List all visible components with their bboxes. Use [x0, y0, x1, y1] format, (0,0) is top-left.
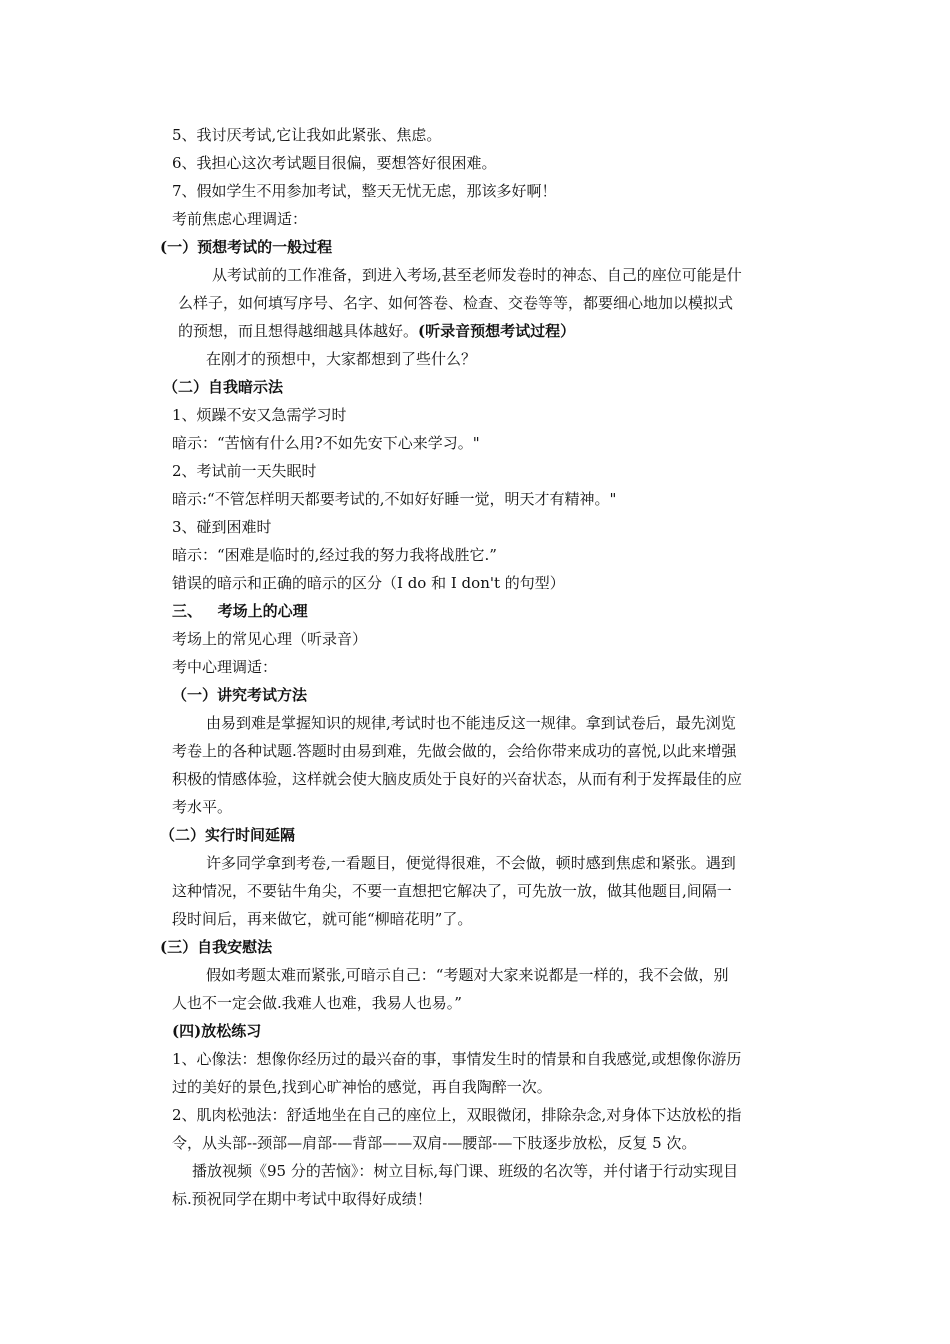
text-line: 7、假如学生不用参加考试，整天无忧无虑，那该多好啊！: [172, 182, 557, 200]
text-line: 2、考试前一天失眠时: [172, 462, 317, 480]
text-line: 播放视频《95 分的苦恼》：树立目标,每门课、班级的名次等，并付诸于行动实现目: [192, 1162, 739, 1180]
text-line: 由易到难是掌握知识的规律,考试时也不能违反这一规律。拿到试卷后，最先浏览: [206, 714, 736, 732]
text-line: 1、心像法：想像你经历过的最兴奋的事，事情发生时的情景和自我感觉,或想像你游历: [172, 1050, 742, 1068]
text-line: 2、肌肉松弛法：舒适地坐在自己的座位上，双眼微闭，排除杂念,对身体下达放松的指: [172, 1106, 742, 1124]
text-line: [178, 321, 575, 341]
text-line: 许多同学拿到考卷,一看题目，便觉得很难，不会做，顿时感到焦虑和紧张。遇到: [206, 854, 736, 872]
section-heading: （一）讲究考试方法: [172, 686, 308, 704]
text-line: 1、烦躁不安又急需学习时: [172, 406, 347, 424]
text-line: 考卷上的各种试题.答题时由易到难，先做会做的，会给你带来成功的喜悦,以此来增强: [172, 742, 737, 760]
text-line: 暗示：“苦恼有什么用?不如先安下心来学习。": [172, 434, 480, 452]
section-heading: （二）自我暗示法: [163, 378, 284, 396]
text-line: 人也不一定会做.我难人也难，我易人也易。”: [172, 994, 462, 1012]
text-line: 考中心理调适：: [172, 658, 278, 676]
section-heading: (一）预想考试的一般过程: [160, 238, 333, 256]
section-heading: (三）自我安慰法: [160, 938, 273, 956]
section-heading: （二）实行时间延隔: [160, 826, 296, 844]
bold-span: (听录音预想考试过程）: [418, 322, 576, 340]
text-line: 么样子，如何填写序号、名字、如何答卷、检查、交卷等等，都要细心地加以模拟式: [178, 294, 734, 312]
text-line: 考场上的常见心理（听录音）: [172, 630, 368, 648]
text-line: 暗示：“困难是临时的,经过我的努力我将战胜它.”: [172, 546, 497, 564]
text-line: 这种情况，不要钻牛角尖，不要一直想把它解决了，可先放一放，做其他题目,间隔一: [172, 882, 732, 900]
text-line: 过的美好的景色,找到心旷神怡的感觉，再自我陶醉一次。: [172, 1078, 552, 1096]
text-line: 6、我担心这次考试题目很偏，要想答好很困难。: [172, 154, 497, 172]
text-line: 5、我讨厌考试,它让我如此紧张、焦虑。: [172, 126, 442, 144]
section-heading: 三、 考场上的心理: [172, 602, 308, 620]
text-line: 令，从头部--颈部—肩部-—背部——双肩-—腰部-—下肢逐步放松，反复 5 次。: [172, 1134, 697, 1152]
section-heading: (四)放松练习: [172, 1022, 262, 1040]
text-line: 3、碰到困难时: [172, 518, 272, 536]
text-line: 段时间后，再来做它，就可能“柳暗花明”了。: [172, 910, 473, 928]
text-line: 考水平。: [172, 798, 233, 816]
text-line: 从考试前的工作准备，到进入考场,甚至老师发卷时的神态、自己的座位可能是什: [212, 266, 742, 284]
text-span: 的预想，而且想得越细越具体越好。: [178, 322, 419, 340]
text-line: 积极的情感体验，这样就会使大脑皮质处于良好的兴奋状态，从而有利于发挥最佳的应: [172, 770, 743, 788]
text-line: 标.预祝同学在期中考试中取得好成绩！: [172, 1190, 432, 1208]
text-line: 暗示:“不管怎样明天都要考试的,不如好好睡一觉，明天才有精神。": [172, 490, 617, 508]
text-line: 错误的暗示和正确的暗示的区分（I do 和 I don't 的句型）: [172, 574, 565, 592]
text-line: 考前焦虑心理调适：: [172, 210, 308, 228]
text-line: 假如考题太难而紧张,可暗示自己：“考题对大家来说都是一样的，我不会做，别: [206, 966, 729, 984]
text-line: 在刚才的预想中，大家都想到了些什么？: [206, 350, 477, 368]
